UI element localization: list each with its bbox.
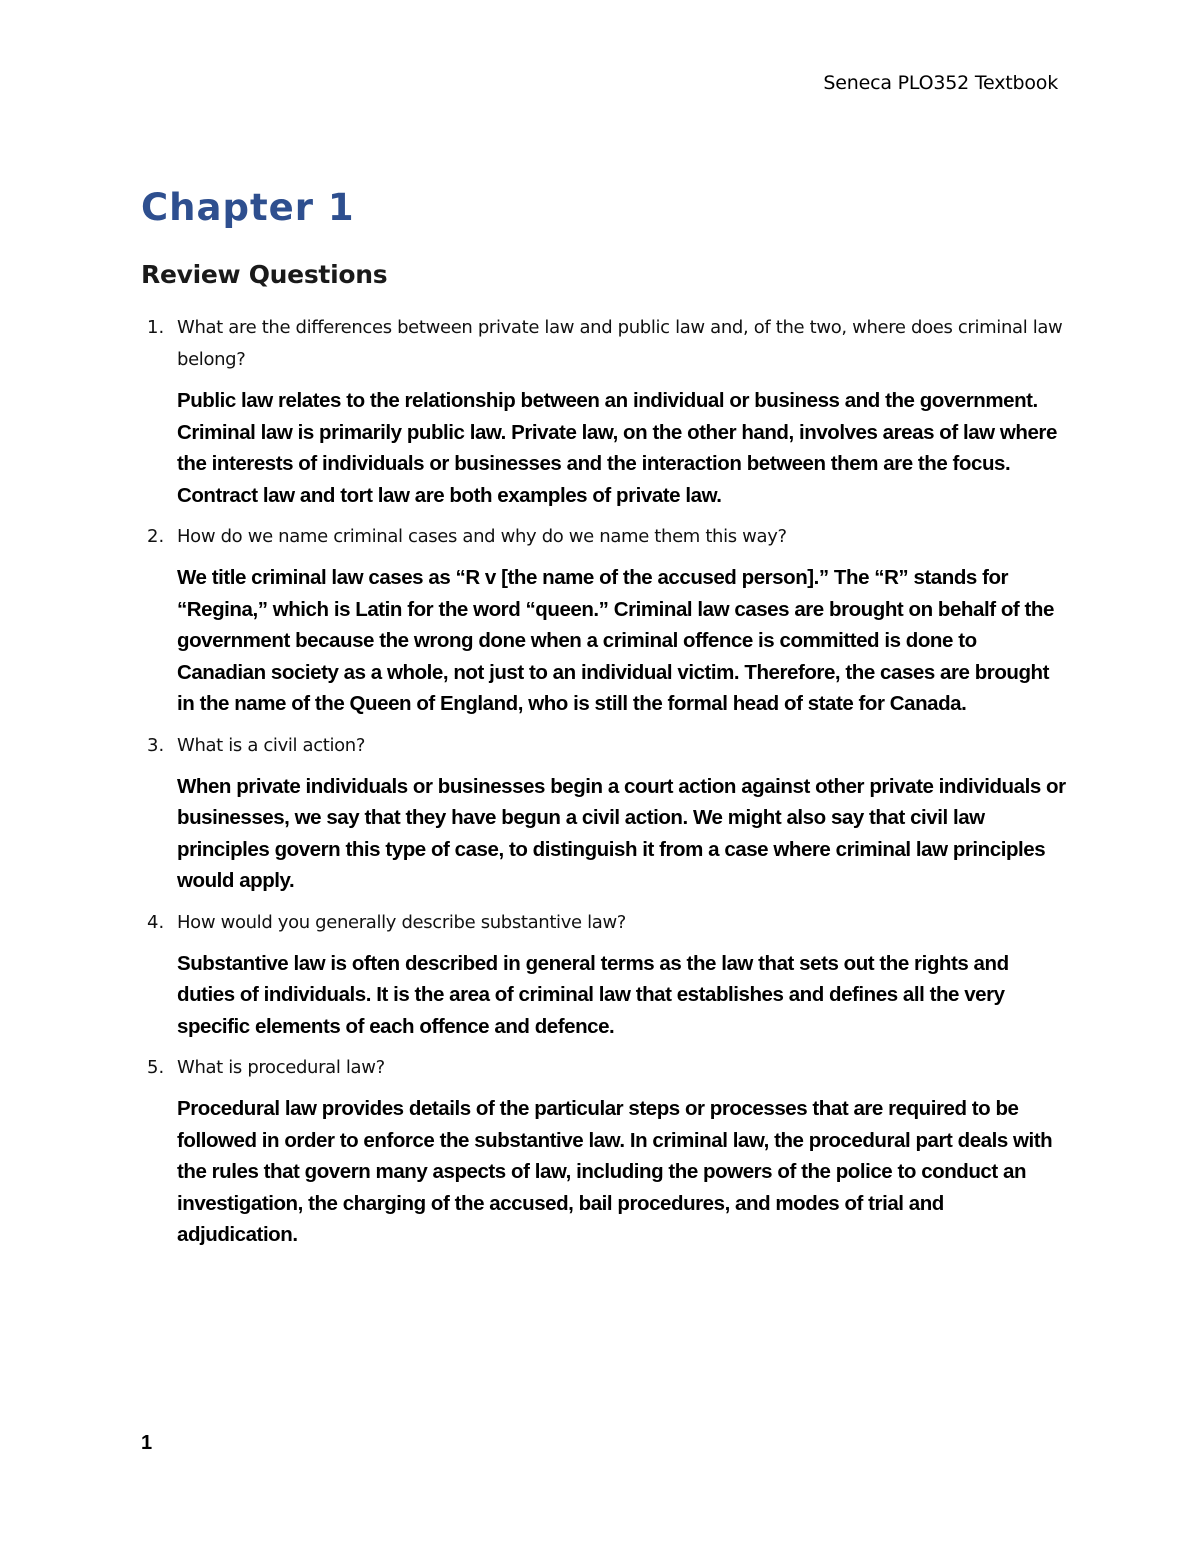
review-question-item (141, 312, 1066, 511)
chapter-title: Chapter 1 (141, 186, 355, 229)
review-question-item (141, 1052, 1066, 1251)
question-number: 2. (147, 526, 165, 547)
question-number: 1. (147, 317, 165, 338)
question-text: What are the differences between private law and public law and, of the two, where does criminal law belong? (177, 317, 1063, 370)
question-number: 5. (147, 1057, 165, 1078)
review-questions-list (141, 312, 1066, 1261)
review-question-item (141, 730, 1066, 897)
question-number: 3. (147, 734, 165, 756)
answer-text: Public law relates to the relationship between an individual or business and the government. Criminal law is primarily public law. Private law, on the other hand, involves areas of law where the interests of individuals or businesses and the interaction between them are the focus. Contract law and tort law are both examples of private law. (177, 389, 1057, 507)
answer-text: Substantive law is often described in general terms as the law that sets out the rights and duties of individuals. It is the area of criminal law that establishes and defines all the very specific elements of each offence and defence. (177, 951, 1009, 1038)
page-number: 1 (141, 1432, 153, 1454)
question-text: How do we name criminal cases and why do we name them this way? (177, 526, 787, 547)
answer-text: We title criminal law cases as “R v [the name of the accused person].” The “R” stands for “Regina,” which is Latin for the word “queen.” Criminal law cases are brought on behalf of the government because the wrong done when a criminal offence is committed is done to Canadian society as a whole, not just to an individual victim. Therefore, the cases are brought in the name of the Queen of England, who is still the formal head of state for Canada. (177, 566, 1054, 715)
question-text: What is a civil action? (177, 734, 366, 756)
question-text: How would you generally describe substantive law? (177, 911, 627, 933)
review-question-item (141, 907, 1066, 1043)
answer-text: When private individuals or businesses begin a court action against other private individuals or businesses, we say that they have begun a civil action. We might also say that civil law principles govern this type of case, to distinguish it from a case where criminal law principles would apply. (177, 774, 1066, 892)
question-text: What is procedural law? (177, 1057, 385, 1078)
answer-text: Procedural law provides details of the particular steps or processes that are required to be followed in order to enforce the substantive law. In criminal law, the procedural part deals with the rules that govern many aspects of law, including the powers of the police to conduct an investigation, the charging of the accused, bail procedures, and modes of trial and adjudication. (177, 1097, 1053, 1246)
section-heading: Review Questions (141, 260, 388, 289)
question-number: 4. (147, 911, 165, 933)
running-header: Seneca PLO352 Textbook (823, 72, 1058, 94)
review-question-item (141, 521, 1066, 720)
